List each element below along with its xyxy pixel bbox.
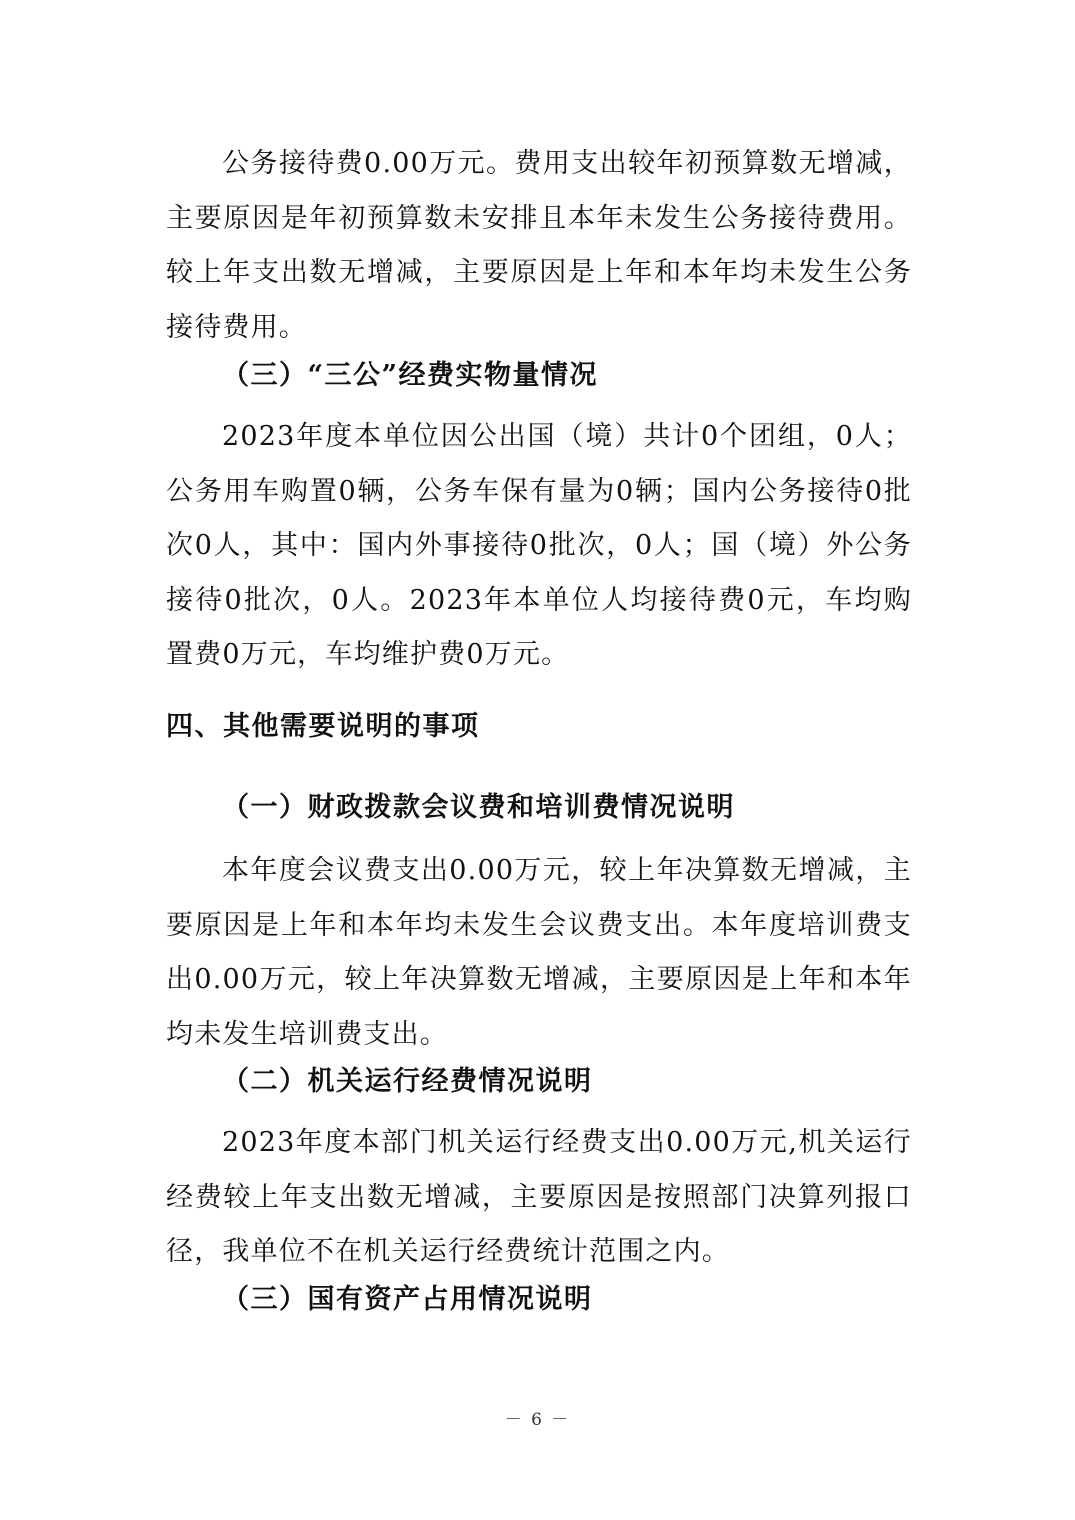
- paragraph-meeting-training-fees: 本年度会议费支出0.00万元，较上年决算数无增减，主要原因是上年和本年均未发生会议费支出。本年度培训费支出0.00万元，较上年决算数无增减，主要原因是上年和本年均未发生培训费支出。: [166, 855, 912, 1050]
- paragraph-reception-expense: 公务接待费0.00万元。费用支出较年初预算数无增减，主要原因是年初预算数未安排且本年未发生公务接待费用。较上年支出数无增减，主要原因是上年和本年均未发生公务接待费用。: [166, 148, 912, 343]
- paragraph-operating-expenses: 2023年度本部门机关运行经费支出0.00万元,机关运行经费较上年支出数无增减，主要原因是按照部门决算列报口径，我单位不在机关运行经费统计范围之内。: [166, 1127, 912, 1267]
- section-heading-other-matters: 四、其他需要说明的事项: [166, 711, 480, 742]
- subheading-operating-expenses: （二）机关运行经费情况说明: [222, 1066, 593, 1097]
- paragraph-physical-quantity: 2023年度本单位因公出国（境）共计0个团组，0人；公务用车购置0辆，公务车保有量为0辆；国内公务接待0批次0人，其中：国内外事接待0批次，0人；国（境）外公务接待0批次，0人。2023年本单位人均接待费0元，车均购置费0万元，车均维护费0万元。: [166, 421, 912, 670]
- subheading-state-assets: （三）国有资产占用情况说明: [222, 1284, 593, 1315]
- subheading-meeting-training-fees: （一）财政拨款会议费和培训费情况说明: [222, 792, 735, 823]
- page-number: － 6 －: [504, 1410, 571, 1430]
- subheading-three-public-physical-quantity: （三）“三公”经费实物量情况: [222, 360, 599, 391]
